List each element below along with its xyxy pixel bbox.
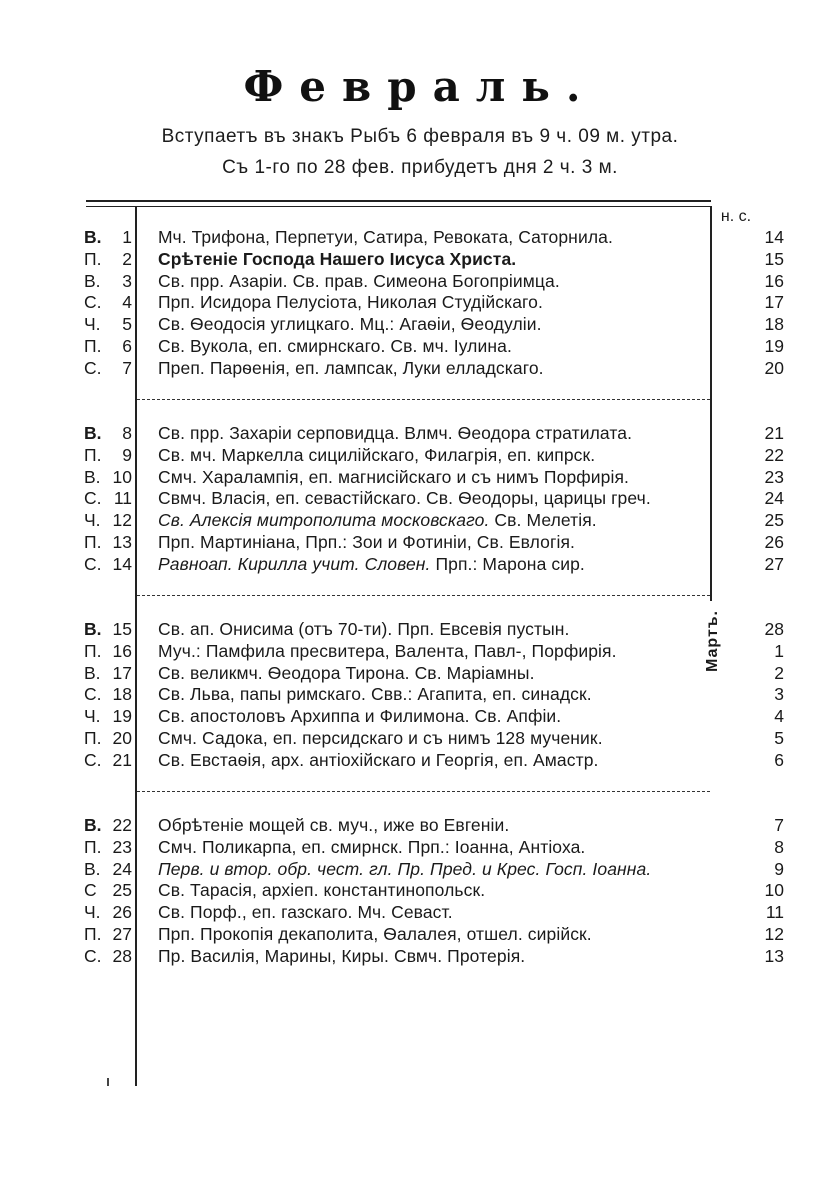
weekday: Ч. bbox=[84, 510, 101, 531]
table-row bbox=[0, 814, 840, 836]
day-number: 19 bbox=[112, 706, 132, 727]
day-number: 14 bbox=[112, 553, 132, 574]
day-number: 28 bbox=[112, 945, 132, 966]
table-row bbox=[0, 945, 840, 967]
day-number: 10 bbox=[112, 466, 132, 487]
saints-text: Свмч. Власія, еп. севастійскаго. Св. Ѳеодоры, царицы греч. bbox=[158, 488, 651, 509]
weekday: С. bbox=[84, 292, 102, 313]
table-row bbox=[0, 466, 840, 488]
table-row bbox=[0, 553, 840, 575]
saints-text bbox=[158, 509, 713, 531]
table-row bbox=[0, 858, 840, 880]
weekday: В. bbox=[84, 662, 101, 683]
day-number: 8 bbox=[122, 423, 132, 443]
day-number: 25 bbox=[112, 880, 132, 901]
day-number: 3 bbox=[122, 270, 132, 291]
new-style-header: н. с. bbox=[720, 208, 752, 225]
day-number: 21 bbox=[112, 749, 132, 770]
saints-text: Св. мч. Маркелла сицилійскаго, Филагрія, еп. кипрск. bbox=[158, 444, 596, 465]
new-style-date: 11 bbox=[765, 902, 784, 923]
new-style-date: 12 bbox=[764, 924, 784, 944]
day-number: 5 bbox=[122, 314, 132, 335]
saints-text: Смч. Садока, еп. персидскаго и съ нимъ 128 мученик. bbox=[158, 728, 603, 748]
saints-text: Прп. Мартиніана, Прп.: Зои и Фотиніи, Св. Евлогія. bbox=[158, 532, 575, 552]
saints-text: Св. великмч. Ѳеодора Тирона. Св. Маріамны. bbox=[158, 662, 535, 683]
day-number: 22 bbox=[112, 815, 132, 835]
table-row bbox=[0, 226, 840, 248]
table-row bbox=[0, 444, 840, 466]
day-number: 26 bbox=[112, 902, 132, 923]
new-style-date: 28 bbox=[764, 619, 784, 639]
weekday: П. bbox=[84, 532, 102, 552]
week-separator bbox=[137, 399, 710, 401]
table-row bbox=[0, 879, 840, 901]
day-number: 27 bbox=[112, 924, 132, 944]
new-style-date: 3 bbox=[774, 684, 784, 705]
saints-text: Прп. Прокопія декаполита, Ѳалалея, отшел. сирійск. bbox=[158, 924, 592, 944]
table-row bbox=[0, 683, 840, 705]
table-row bbox=[0, 487, 840, 509]
top-rule-thin bbox=[86, 206, 711, 207]
day-number: 1 bbox=[122, 227, 132, 247]
new-style-date: 6 bbox=[774, 749, 784, 770]
weekday: С. bbox=[84, 749, 102, 770]
saints-text-rest: Прп.: Марона сир. bbox=[430, 553, 585, 574]
day-number: 16 bbox=[112, 640, 132, 661]
saints-text: Св. Евстаѳія, арх. антіохійскаго и Георгія, еп. Амастр. bbox=[158, 749, 599, 770]
table-row bbox=[0, 509, 840, 531]
table-row bbox=[0, 248, 840, 270]
new-style-date: 14 bbox=[764, 227, 784, 247]
saints-text: Св. Льва, папы римскаго. Свв.: Агапита, еп. синадск. bbox=[158, 684, 592, 705]
day-number: 18 bbox=[112, 684, 132, 705]
weekday: П. bbox=[84, 640, 102, 661]
weekday: В. bbox=[84, 815, 102, 835]
saints-text: Св. апостоловъ Архиппа и Филимона. Св. Апфіи. bbox=[158, 706, 562, 727]
day-number: 12 bbox=[112, 510, 132, 531]
saints-text: Св. Тарасія, архіеп. константинопольск. bbox=[158, 880, 486, 901]
weekday: В. bbox=[84, 466, 101, 487]
daylight-line: Съ 1-го по 28 фев. прибудетъ дня 2 ч. 3 м. bbox=[222, 157, 618, 178]
weekday: П. bbox=[84, 924, 102, 944]
saints-text: Пр. Василія, Марины, Киры. Свмч. Протерія. bbox=[158, 945, 526, 966]
saints-text-italic: Равноап. Кирилла учит. Словен. bbox=[158, 553, 431, 574]
table-row bbox=[0, 335, 840, 357]
page-title: Февраль. bbox=[243, 62, 597, 111]
week-separator bbox=[137, 791, 710, 793]
zodiac-line: Вступаетъ въ знакъ Рыбъ 6 февраля въ 9 ч. 09 м. утра. bbox=[161, 126, 679, 147]
day-number: 6 bbox=[122, 336, 132, 356]
day-number: 24 bbox=[112, 858, 132, 879]
saints-text: Св. Вукола, еп. смирнскаго. Св. мч. Іулина. bbox=[158, 336, 512, 356]
new-style-date: 8 bbox=[774, 836, 784, 857]
weekday: П. bbox=[84, 248, 102, 269]
table-row bbox=[0, 727, 840, 749]
weekday: Ч. bbox=[84, 706, 101, 727]
new-style-date: 21 bbox=[764, 423, 784, 443]
table-row bbox=[0, 422, 840, 444]
table-row bbox=[0, 923, 840, 945]
weekday: С. bbox=[84, 684, 102, 705]
saints-text-italic: Св. Алексія митрополита московскаго. bbox=[158, 510, 490, 531]
weekday: С. bbox=[84, 488, 102, 509]
new-style-date: 1 bbox=[774, 640, 784, 661]
new-style-date: 19 bbox=[764, 336, 784, 356]
saints-text bbox=[158, 553, 713, 575]
weekday: С. bbox=[84, 553, 102, 574]
printer-mark bbox=[107, 1078, 109, 1086]
day-number: 4 bbox=[122, 292, 132, 313]
saints-text: Муч.: Памфила пресвитера, Валента, Павл-, Порфирія. bbox=[158, 640, 617, 661]
saints-text: Смч. Поликарпа, еп. смирнск. Прп.: Іоанна, Антіоха. bbox=[158, 836, 586, 857]
weekday: Ч. bbox=[84, 314, 101, 335]
new-style-date: 5 bbox=[774, 728, 784, 748]
new-style-date: 26 bbox=[764, 532, 784, 552]
new-style-date: 13 bbox=[764, 945, 784, 966]
weekday: С bbox=[84, 880, 97, 901]
saints-text: Срѣтеніе Господа Нашего Іисуса Христа. bbox=[158, 248, 517, 269]
saints-text: Прп. Исидора Пелусіота, Николая Студійскаго. bbox=[158, 292, 543, 313]
weekday: П. bbox=[84, 836, 102, 857]
saints-text: Смч. Харалампія, еп. магнисійскаго и съ нимъ Порфирія. bbox=[158, 466, 630, 487]
new-style-date: 16 bbox=[764, 270, 784, 291]
saints-text-rest: Св. Мелетія. bbox=[489, 510, 597, 531]
new-style-date: 27 bbox=[764, 553, 784, 574]
weekday: П. bbox=[84, 336, 102, 356]
table-row bbox=[0, 901, 840, 923]
table-row bbox=[0, 291, 840, 313]
weekday: П. bbox=[84, 444, 102, 465]
saints-text: Св. Ѳеодосія углицкаго. Мц.: Агаѳіи, Ѳеодуліи. bbox=[158, 314, 542, 335]
table-row bbox=[0, 705, 840, 727]
table-row bbox=[0, 531, 840, 553]
saints-text: Св. ап. Онисима (отъ 70-ти). Прп. Евсевія пустын. bbox=[158, 619, 570, 639]
weekday: В. bbox=[84, 270, 101, 291]
weekday: В. bbox=[84, 858, 101, 879]
weekday: С. bbox=[84, 357, 102, 378]
new-style-date: 10 bbox=[764, 880, 784, 901]
new-style-date: 15 bbox=[764, 248, 784, 269]
new-style-date: 25 bbox=[764, 510, 784, 531]
day-number: 2 bbox=[122, 248, 132, 269]
new-style-date: 18 bbox=[764, 314, 784, 335]
saints-text: Перв. и втор. обр. чест. гл. Пр. Пред. и Крес. Госп. Іоанна. bbox=[158, 858, 652, 879]
weekday: С. bbox=[84, 945, 102, 966]
day-number: 23 bbox=[112, 836, 132, 857]
table-row bbox=[0, 357, 840, 379]
table-row bbox=[0, 749, 840, 771]
week-separator bbox=[137, 595, 710, 597]
day-number: 7 bbox=[122, 357, 132, 378]
table-row bbox=[0, 836, 840, 858]
new-style-date: 4 bbox=[774, 706, 784, 727]
new-style-date: 23 bbox=[764, 466, 784, 487]
saints-text: Св. прр. Азаріи. Св. прав. Симеона Богопріимца. bbox=[158, 270, 560, 291]
new-style-date: 17 bbox=[764, 292, 784, 313]
month-label-march: Мартъ. bbox=[704, 610, 721, 672]
day-number: 20 bbox=[112, 728, 132, 748]
weekday: Ч. bbox=[84, 902, 101, 923]
new-style-date: 24 bbox=[764, 488, 784, 509]
new-style-date: 20 bbox=[764, 357, 784, 378]
saints-text: Преп. Парѳенія, еп. лампсак, Луки елладскаго. bbox=[158, 357, 544, 378]
day-number: 17 bbox=[112, 662, 132, 683]
weekday: В. bbox=[84, 423, 102, 443]
new-style-date: 7 bbox=[774, 815, 784, 835]
table-row bbox=[0, 313, 840, 335]
weekday: П. bbox=[84, 728, 102, 748]
saints-text: Св. прр. Захаріи серповидца. Влмч. Ѳеодора стратилата. bbox=[158, 423, 633, 443]
weekday: В. bbox=[84, 619, 102, 639]
top-rule bbox=[86, 200, 711, 202]
day-number: 13 bbox=[112, 532, 132, 552]
saints-text: Св. Порф., еп. газскаго. Мч. Севаст. bbox=[158, 902, 453, 923]
new-style-date: 9 bbox=[774, 858, 784, 879]
new-style-date: 22 bbox=[764, 444, 784, 465]
saints-text: Обрѣтеніе мощей св. муч., иже во Евгеніи. bbox=[158, 815, 510, 835]
day-number: 11 bbox=[113, 488, 132, 509]
weekday: В. bbox=[84, 227, 102, 247]
saints-text: Мч. Трифона, Перпетуи, Сатира, Ревоката, Саторнила. bbox=[158, 227, 613, 247]
day-number: 9 bbox=[122, 444, 132, 465]
day-number: 15 bbox=[112, 619, 132, 639]
table-row bbox=[0, 270, 840, 292]
new-style-date: 2 bbox=[774, 662, 784, 683]
